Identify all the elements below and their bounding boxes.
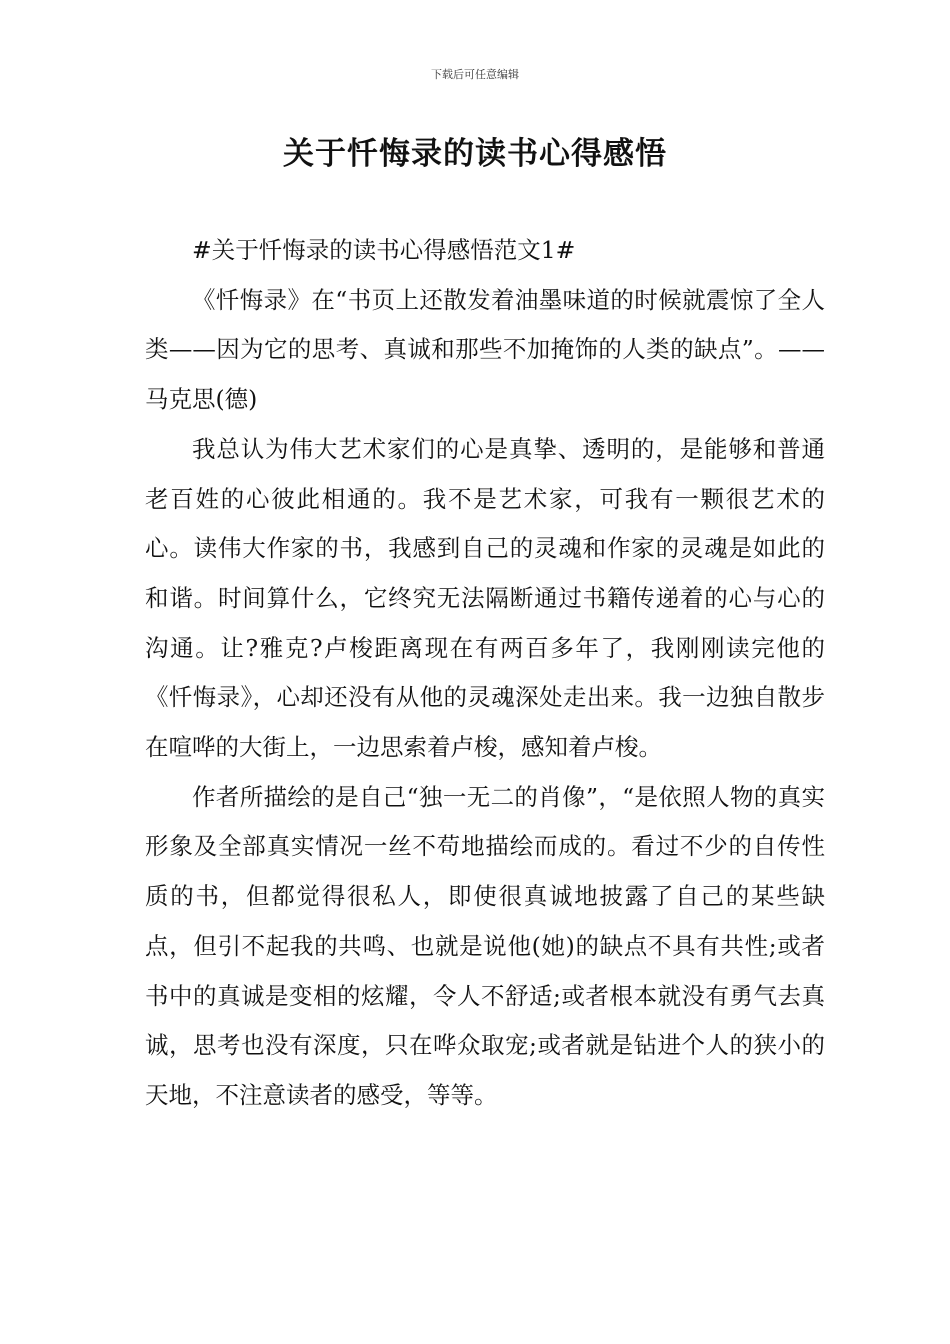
body-paragraph: 《忏悔录》在“书页上还散发着油墨味道的时候就震惊了全人类——因为它的思考、真诚和那些不加掩饰的人类的缺点”。——马克思(德) <box>145 285 825 414</box>
body-paragraph: 作者所描绘的是自己“独一无二的肖像”，“是依照人物的真实形象及全部真实情况一丝不苟地描绘而成的。看过不少的自传性质的书，但都觉得很私人，即使很真诚地披露了自己的某些缺点，但引不起我的共鸣、也就是说他(她)的缺点不具有共性;或者书中的真诚是变相的炫耀，令人不舒适;或者根本就没有勇气去真诚，思考也没有深度，只在哗众取宠;或者就是钻进个人的狭小的天地，不注意读者的感受，等等。 <box>145 782 825 1109</box>
document-body <box>145 226 825 1121</box>
section-heading-paragraph: #关于忏悔录的读书心得感悟范文1# <box>192 236 576 264</box>
page-header-note: 下载后可任意编辑 <box>431 68 519 81</box>
document-title: 关于忏悔录的读书心得感悟 <box>283 136 667 172</box>
body-paragraph: 我总认为伟大艺术家们的心是真挚、透明的，是能够和普通老百姓的心彼此相通的。我不是艺术家，可我有一颗很艺术的心。读伟大作家的书，我感到自己的灵魂和作家的灵魂是如此的和谐。时间算什么，它终究无法隔断通过书籍传递着的心与心的沟通。让?雅克?卢梭距离现在有两百多年了，我刚刚读完他的《忏悔录》，心却还没有从他的灵魂深处走出来。我一边独自散步在喧哗的大街上，一边思索着卢梭，感知着卢梭。 <box>145 434 825 762</box>
